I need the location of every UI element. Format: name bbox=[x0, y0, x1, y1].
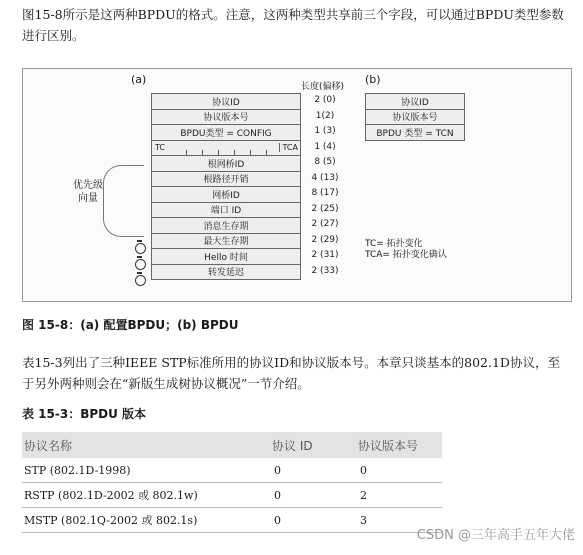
priority-vector-label bbox=[73, 179, 103, 205]
field-length: 8 (17) bbox=[311, 188, 339, 198]
header-protocol-id: 协议 ID bbox=[270, 432, 356, 458]
tcn-field: 协议ID bbox=[365, 93, 465, 110]
flag-tc-label: TC bbox=[155, 142, 166, 152]
table-title: 表 15-3：BPDU 版本 bbox=[22, 407, 147, 421]
field-length: 2 (29) bbox=[311, 234, 339, 245]
bpdu-field: 网桥ID bbox=[151, 186, 301, 203]
bpdu-field: 转发延迟 bbox=[151, 264, 301, 281]
bpdu-field: BPDU类型 = CONFIG bbox=[151, 124, 301, 141]
bpdu-field: 协议ID bbox=[151, 93, 301, 110]
tcn-field: 协议版本号 bbox=[365, 109, 465, 126]
field-length: 1 (4) bbox=[314, 141, 336, 152]
field-length: 2 (27) bbox=[311, 219, 339, 229]
header-protocol-name: 协议名称 bbox=[22, 432, 270, 458]
field-length: 2 (25) bbox=[311, 203, 339, 214]
cell-protocol-name: RSTP (802.1D-2002 或 802.1w) bbox=[22, 483, 270, 508]
cell-protocol-id: 0 bbox=[270, 508, 356, 533]
bpdu-field: 根网桥ID bbox=[151, 155, 301, 172]
bpdu-field: 最大生存期 bbox=[151, 233, 301, 250]
table-row bbox=[22, 483, 442, 508]
timer-icon bbox=[135, 259, 146, 270]
legend-tca: TCA= 拓扑变化确认 bbox=[365, 250, 447, 260]
cell-protocol-name: MSTP (802.1Q-2002 或 802.1s) bbox=[22, 508, 270, 533]
cell-protocol-version: 2 bbox=[356, 483, 442, 508]
table-row bbox=[22, 508, 442, 533]
flags-field bbox=[151, 140, 301, 157]
bpdu-field: Hello 时间 bbox=[151, 248, 301, 265]
priority-label-line2: 向量 bbox=[78, 193, 98, 204]
cell-protocol-id: 0 bbox=[270, 483, 356, 508]
tcn-field: BPDU 类型 = TCN bbox=[365, 124, 465, 141]
field-length: 2 (33) bbox=[311, 265, 339, 276]
cell-protocol-version: 0 bbox=[356, 458, 442, 483]
bpdu-field: 根路径开销 bbox=[151, 171, 301, 188]
priority-brace bbox=[103, 165, 144, 237]
figure-caption: 图 15-8：(a) 配置BPDU；(b) BPDU bbox=[22, 318, 239, 332]
field-length: 1 (3) bbox=[314, 126, 336, 136]
field-length: 8 (5) bbox=[314, 157, 336, 167]
bpdu-format-figure bbox=[22, 68, 572, 302]
flag-legend bbox=[365, 239, 447, 261]
field-length: 2 (0) bbox=[314, 95, 336, 105]
field-length: 2 (31) bbox=[311, 250, 339, 260]
flag-tca-label: TCA bbox=[279, 143, 298, 152]
cell-protocol-id: 0 bbox=[270, 458, 356, 483]
bpdu-version-table bbox=[22, 432, 442, 533]
table-header-row bbox=[22, 432, 442, 458]
timer-icon bbox=[135, 275, 146, 286]
body-paragraph: 表15-3列出了三种IEEE STP标准所用的协议ID和协议版本号。本章只谈基本的802.1D协议，至于另外两种则会在“新版生成树协议概况”一节介绍。 bbox=[22, 355, 560, 391]
field-length: 1(2) bbox=[315, 110, 335, 121]
field-length: 4 (13) bbox=[311, 172, 339, 183]
intro-paragraph: 图15-8所示是这两种BPDU的格式。注意，这两种类型共享前三个字段，可以通过BPDU类型参数进行区别。 bbox=[22, 7, 564, 43]
table-row bbox=[22, 458, 442, 483]
figure-label-a: (a) bbox=[131, 73, 147, 86]
watermark: CSDN @三年高手五年大佬 bbox=[416, 528, 575, 543]
bpdu-field: 消息生存期 bbox=[151, 217, 301, 234]
header-protocol-version: 协议版本号 bbox=[356, 432, 442, 458]
bpdu-field: 协议版本号 bbox=[151, 109, 301, 126]
cell-protocol-name: STP (802.1D-1998) bbox=[22, 458, 270, 483]
priority-label-line1: 优先级 bbox=[73, 180, 103, 191]
legend-tc: TC= 拓扑变化 bbox=[365, 239, 423, 249]
bpdu-field: 端口 ID bbox=[151, 202, 301, 219]
length-header: 长度(偏移) bbox=[301, 82, 345, 92]
cell-protocol-version: 3 bbox=[356, 508, 442, 533]
timer-icon bbox=[135, 243, 146, 254]
figure-label-b: (b) bbox=[365, 73, 381, 86]
